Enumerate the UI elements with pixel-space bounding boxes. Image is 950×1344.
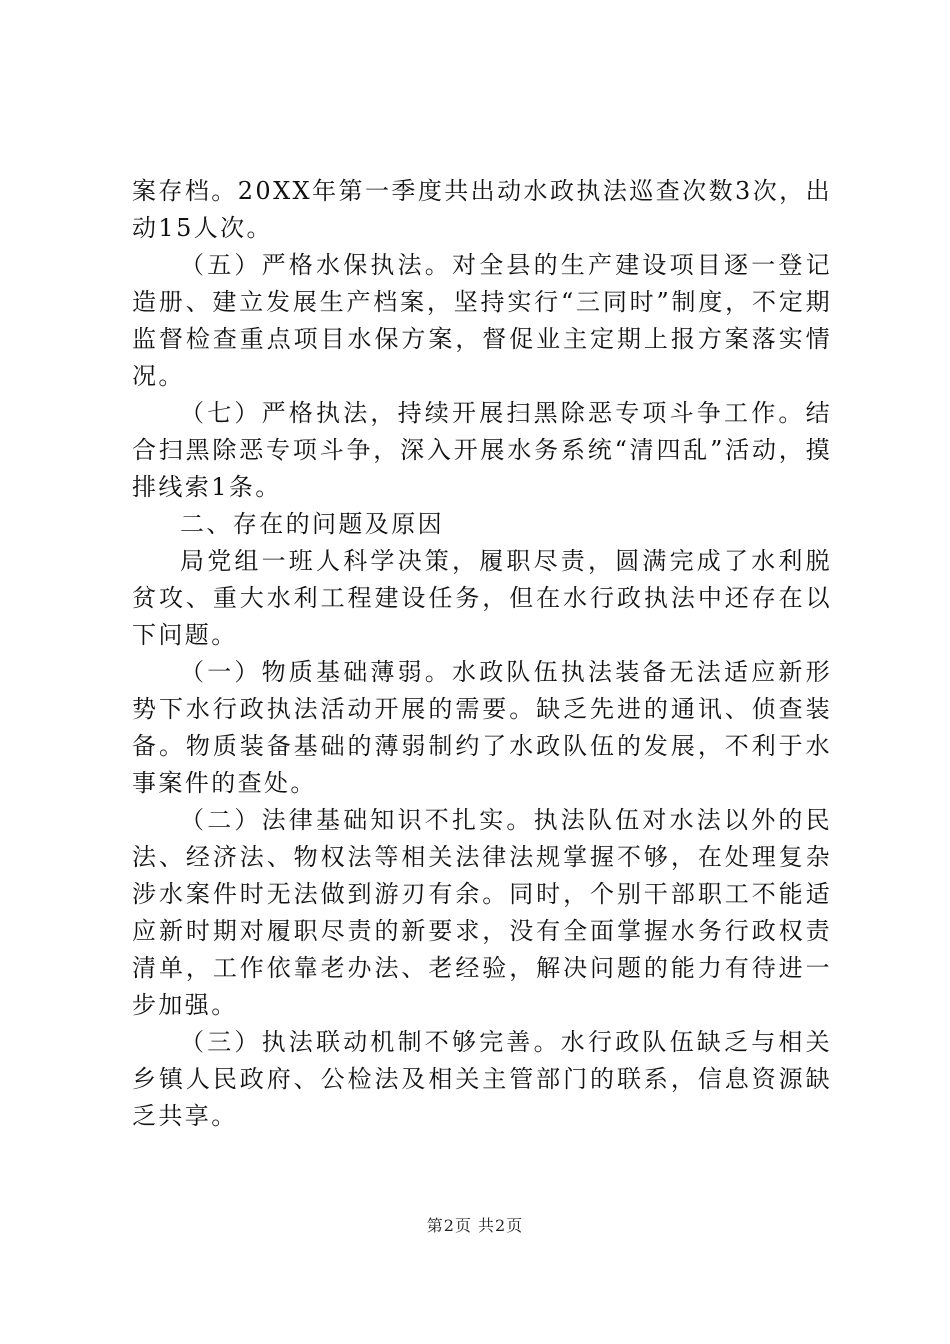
- paragraph-intro: 局党组一班人科学决策，履职尽责，圆满完成了水利脱贫攻、重大水利工程建设任务，但在水行政执法中还存在以下问题。: [132, 547, 832, 649]
- document-body: [132, 173, 832, 1135]
- paragraph-problem-3: （三）执法联动机制不够完善。水行政队伍缺乏与相关乡镇人民政府、公检法及相关主管部门的联系，信息资源缺乏共享。: [132, 1028, 832, 1130]
- paragraph-problem-1: （一）物质基础薄弱。水政队伍执法装备无法适应新形势下水行政执法活动开展的需要。缺乏先进的通讯、侦查装备。物质装备基础的薄弱制约了水政队伍的发展，不利于水事案件的查处。: [132, 658, 832, 797]
- paragraph-problem-2: （二）法律基础知识不扎实。执法队伍对水法以外的民法、经济法、物权法等相关法律法规掌握不够，在处理复杂涉水案件时无法做到游刃有余。同时，个别干部职工不能适应新时期对履职尽责的新要求，没有全面掌握水务行政权责清单，工作依靠老办法、老经验，解决问题的能力有待进一步加强。: [132, 806, 832, 1019]
- page-number: 第2页 共2页: [426, 1216, 524, 1235]
- paragraph-item-5: （五）严格水保执法。对全县的生产建设项目逐一登记造册、建立发展生产档案，坚持实行“三同时”制度，不定期监督检查重点项目水保方案，督促业主定期上报方案落实情况。: [132, 251, 832, 390]
- paragraph-item-7: （七）严格执法，持续开展扫黑除恶专项斗争工作。结合扫黑除恶专项斗争，深入开展水务系统“清四乱”活动，摸排线索1条。: [132, 399, 832, 501]
- section-heading: 二、存在的问题及原因: [180, 510, 444, 538]
- paragraph-continuation: 案存档。20XX年第一季度共出动水政执法巡查次数3次，出动15人次。: [132, 177, 832, 242]
